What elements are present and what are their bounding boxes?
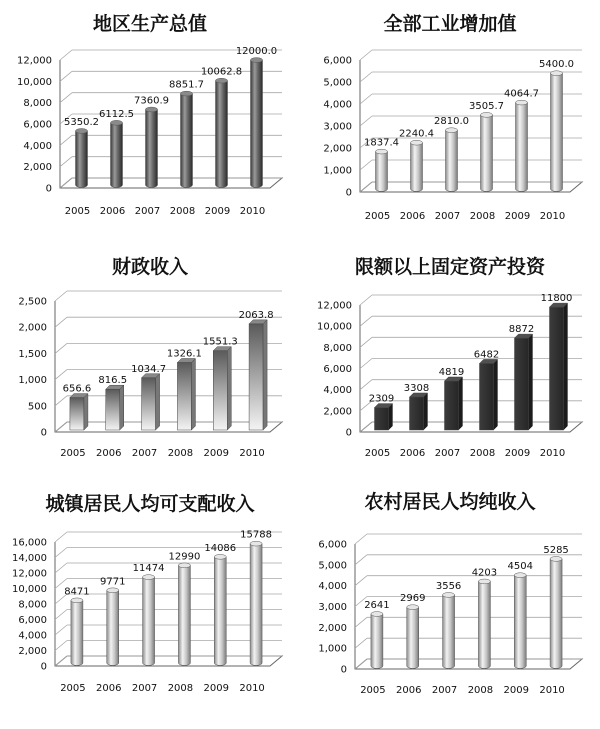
fixed-asset-investment-ytick-label: 10,000	[317, 321, 352, 333]
gdp-xtick-label: 2009	[204, 206, 231, 217]
fixed-asset-investment-bar	[550, 303, 568, 430]
industrial-value-added-ytick-label: 4,000	[323, 99, 352, 111]
chart-gdp-svg	[0, 0, 300, 243]
gdp-ytick-label: 2,000	[23, 162, 52, 174]
chart-fixed-asset-investment	[300, 243, 600, 486]
gdp-title: 地区生产总值	[92, 13, 208, 35]
urban-disposable-income-bar	[250, 541, 262, 665]
fixed-asset-investment-data-label: 8872	[508, 324, 535, 336]
gdp-bar	[251, 58, 263, 188]
fiscal-revenue-bar	[106, 385, 124, 430]
chart-rural-net-income	[300, 486, 600, 729]
urban-disposable-income-xtick-label: 2006	[96, 683, 122, 694]
fiscal-revenue-bar	[142, 374, 160, 430]
industrial-value-added-ytick-label: 3,000	[323, 121, 352, 133]
gdp-gridline-diag	[60, 50, 72, 60]
fixed-asset-investment-ytick-label: 8,000	[323, 342, 352, 354]
fiscal-revenue-gridline-diag	[55, 343, 67, 353]
rural-net-income-ytick-label: 1,000	[318, 643, 347, 655]
gdp-data-label: 8851.7	[169, 79, 204, 91]
fiscal-revenue-title: 财政收入	[111, 256, 189, 278]
fixed-asset-investment-bar	[445, 377, 463, 430]
fixed-asset-investment-xtick-label: 2007	[434, 448, 461, 459]
industrial-value-added-gridline-diag	[360, 116, 372, 126]
gdp-ytick-label: 8,000	[23, 98, 52, 110]
fiscal-revenue-data-label: 1034.7	[131, 363, 167, 375]
urban-disposable-income-gridline-diag	[55, 641, 67, 651]
urban-disposable-income-gridline-diag	[55, 532, 67, 542]
fiscal-revenue-gridline-diag	[55, 370, 67, 380]
fixed-asset-investment-ytick-label: 2,000	[323, 406, 352, 418]
fiscal-revenue-xtick-label: 2006	[96, 448, 122, 459]
gdp-xtick-label: 2007	[134, 206, 161, 217]
industrial-value-added-bar	[411, 140, 423, 191]
industrial-value-added-ytick-label: 2,000	[323, 143, 352, 155]
industrial-value-added-bar	[446, 128, 458, 192]
urban-disposable-income-gridline-diag	[55, 563, 67, 573]
rural-net-income-ytick-label: 3,000	[318, 602, 347, 613]
industrial-value-added-ytick-label: 6,000	[323, 55, 352, 67]
fixed-asset-investment-gridline-diag	[360, 337, 372, 347]
fiscal-revenue-ytick-label: 0	[40, 427, 47, 439]
fiscal-revenue-data-label: 816.5	[98, 375, 128, 387]
urban-disposable-income-gridline-diag	[55, 625, 67, 635]
rural-net-income-xtick-label: 2005	[360, 685, 386, 696]
fiscal-revenue-bar	[70, 394, 88, 430]
urban-disposable-income-gridline-diag	[55, 656, 67, 666]
industrial-value-added-xtick-label: 2008	[469, 211, 496, 222]
rural-net-income-xtick-label: 2007	[431, 685, 458, 696]
fixed-asset-investment-gridline-diag	[360, 295, 372, 305]
fiscal-revenue-xtick-label: 2010	[239, 448, 265, 459]
fiscal-revenue-gridline-diag	[55, 291, 67, 301]
chart-industrial-value-added	[300, 0, 600, 243]
urban-disposable-income-ytick-label: 6,000	[18, 615, 47, 626]
chart-fiscal-revenue-svg	[0, 243, 300, 486]
rural-net-income-data-label: 4504	[507, 561, 533, 573]
industrial-value-added-data-label: 2810.0	[434, 116, 469, 128]
urban-disposable-income-ytick-label: 0	[40, 661, 47, 673]
fixed-asset-investment-bar	[480, 359, 498, 430]
gdp-gridline-diag	[60, 178, 72, 188]
fixed-asset-investment-ytick-label: 4,000	[323, 385, 352, 397]
gdp-gridline-diag	[60, 93, 72, 103]
gdp-bar	[216, 78, 228, 187]
gdp-xtick-label: 2006	[99, 206, 126, 217]
gdp-gridline-diag	[60, 135, 72, 145]
industrial-value-added-ytick-label: 5,000	[323, 77, 352, 89]
chart-gdp	[0, 0, 300, 243]
gdp-data-label: 5350.2	[64, 116, 99, 128]
fixed-asset-investment-gridline-diag	[360, 422, 372, 432]
urban-disposable-income-xtick-label: 2005	[60, 683, 86, 694]
industrial-value-added-data-label: 1837.4	[364, 137, 399, 149]
fixed-asset-investment-gridline-diag	[360, 380, 372, 390]
fiscal-revenue-gridline-diag	[55, 396, 67, 406]
urban-disposable-income-ytick-label: 10,000	[12, 584, 47, 595]
urban-disposable-income-data-label: 9771	[100, 576, 126, 588]
gdp-data-label: 7360.9	[134, 95, 169, 107]
rural-net-income-data-label: 3556	[435, 580, 462, 592]
urban-disposable-income-bar	[71, 598, 83, 665]
fixed-asset-investment-xtick-label: 2010	[539, 448, 566, 459]
rural-net-income-gridline-diag	[355, 534, 367, 544]
urban-disposable-income-data-label: 12990	[168, 551, 201, 563]
gdp-xtick-label: 2008	[169, 206, 196, 217]
rural-net-income-data-label: 2969	[400, 593, 426, 605]
rural-net-income-gridline-diag	[355, 555, 367, 565]
fiscal-revenue-data-label: 1326.1	[166, 348, 202, 360]
fiscal-revenue-data-label: 1551.3	[202, 336, 238, 348]
rural-net-income-xtick-label: 2008	[467, 685, 494, 696]
fiscal-revenue-data-label: 656.6	[62, 383, 92, 395]
gdp-ytick-label: 4,000	[23, 140, 52, 152]
industrial-value-added-gridline-diag	[360, 94, 372, 104]
gdp-ytick-label: 6,000	[23, 119, 52, 131]
urban-disposable-income-ytick-label: 16,000	[12, 537, 47, 549]
fiscal-revenue-xtick-label: 2007	[131, 448, 158, 459]
gdp-bar	[111, 120, 123, 187]
gdp-data-label: 6112.5	[99, 108, 134, 120]
fixed-asset-investment-ytick-label: 0	[345, 427, 352, 439]
gdp-ytick-label: 0	[45, 183, 52, 195]
urban-disposable-income-bar	[107, 588, 119, 666]
rural-net-income-ytick-label: 5,000	[318, 560, 347, 572]
fixed-asset-investment-title: 限额以上固定资产投资	[354, 256, 546, 278]
industrial-value-added-title: 全部工业增加值	[383, 13, 517, 35]
industrial-value-added-xtick-label: 2006	[399, 211, 426, 222]
fixed-asset-investment-gridline-diag	[360, 316, 372, 326]
fixed-asset-investment-ytick-label: 12,000	[317, 300, 352, 312]
industrial-value-added-bar	[516, 100, 528, 191]
gdp-gridline-diag	[60, 71, 72, 81]
fixed-asset-investment-xtick-label: 2009	[504, 448, 531, 459]
rural-net-income-data-label: 5285	[543, 544, 569, 556]
fiscal-revenue-bar	[177, 359, 195, 430]
industrial-value-added-xtick-label: 2005	[364, 211, 391, 222]
chart-urban-disposable-income	[0, 486, 300, 729]
rural-net-income-gridline-diag	[355, 617, 367, 627]
gdp-xtick-label: 2010	[239, 206, 266, 217]
urban-disposable-income-gridline-diag	[55, 610, 67, 620]
urban-disposable-income-title: 城镇居民人均可支配收入	[45, 493, 255, 515]
industrial-value-added-ytick-label: 0	[345, 187, 352, 199]
industrial-value-added-data-label: 2240.4	[399, 128, 434, 140]
industrial-value-added-bar	[376, 149, 388, 191]
fiscal-revenue-xtick-label: 2009	[203, 448, 229, 459]
fiscal-revenue-bar	[249, 320, 267, 430]
fixed-asset-investment-axis	[360, 305, 582, 432]
urban-disposable-income-ytick-label: 14,000	[12, 553, 47, 564]
fixed-asset-investment-data-label: 2309	[368, 393, 395, 405]
rural-net-income-gridline-diag	[355, 638, 367, 648]
fixed-asset-investment-data-label: 11800	[540, 293, 573, 305]
urban-disposable-income-data-label: 11474	[132, 563, 165, 575]
chart-rural-net-income-svg	[300, 486, 600, 728]
industrial-value-added-axis	[360, 60, 582, 192]
rural-net-income-gridline-diag	[355, 659, 367, 669]
rural-net-income-gridline-diag	[355, 576, 367, 586]
fixed-asset-investment-bar	[410, 393, 428, 430]
gdp-data-label: 12000.0	[235, 46, 278, 57]
industrial-value-added-bar	[551, 71, 563, 192]
urban-disposable-income-xtick-label: 2007	[131, 683, 158, 694]
industrial-value-added-ytick-label: 1,000	[323, 165, 352, 177]
urban-disposable-income-xtick-label: 2009	[203, 683, 229, 694]
rural-net-income-bar	[550, 556, 562, 668]
urban-disposable-income-data-label: 15788	[240, 529, 272, 541]
industrial-value-added-data-label: 4064.7	[504, 88, 539, 100]
urban-disposable-income-bar	[178, 563, 190, 665]
fiscal-revenue-xtick-label: 2008	[167, 448, 194, 459]
fixed-asset-investment-bar	[515, 334, 533, 430]
urban-disposable-income-data-label: 14086	[204, 542, 237, 554]
urban-disposable-income-bar	[143, 575, 155, 666]
rural-net-income-ytick-label: 6,000	[318, 539, 347, 551]
industrial-value-added-xtick-label: 2007	[434, 211, 461, 222]
rural-net-income-bar	[407, 605, 419, 669]
rural-net-income-data-label: 2641	[364, 599, 390, 611]
fiscal-revenue-xtick-label: 2005	[60, 448, 86, 459]
rural-net-income-bar	[478, 579, 490, 668]
rural-net-income-title: 农村居民人均纯收入	[364, 491, 536, 513]
urban-disposable-income-gridline-diag	[55, 548, 67, 558]
fiscal-revenue-bar	[213, 347, 231, 430]
industrial-value-added-gridline-diag	[360, 72, 372, 82]
chart-urban-disposable-income-svg	[0, 486, 300, 728]
rural-net-income-data-label: 4203	[471, 567, 498, 579]
urban-disposable-income-ytick-label: 12,000	[12, 568, 47, 580]
urban-disposable-income-bar	[214, 554, 226, 665]
urban-disposable-income-ytick-label: 4,000	[18, 630, 47, 642]
gdp-data-label: 10062.8	[200, 66, 243, 78]
fixed-asset-investment-xtick-label: 2005	[364, 448, 391, 459]
chart-fiscal-revenue	[0, 243, 300, 486]
industrial-value-added-xtick-label: 2010	[539, 211, 566, 222]
industrial-value-added-xtick-label: 2009	[504, 211, 531, 222]
fiscal-revenue-ytick-label: 1,000	[18, 375, 47, 387]
fiscal-revenue-ytick-label: 1,500	[18, 348, 47, 360]
industrial-value-added-gridline-diag	[360, 160, 372, 170]
rural-net-income-xtick-label: 2009	[503, 685, 529, 696]
fiscal-revenue-ytick-label: 2,500	[18, 296, 47, 308]
chart-industrial-value-added-svg	[300, 0, 600, 243]
gdp-ytick-label: 10,000	[17, 76, 52, 88]
fixed-asset-investment-gridline-diag	[360, 359, 372, 369]
urban-disposable-income-ytick-label: 2,000	[18, 646, 47, 657]
fiscal-revenue-data-label: 2063.8	[238, 309, 274, 321]
fixed-asset-investment-data-label: 6482	[473, 349, 500, 361]
rural-net-income-bar	[514, 573, 526, 669]
industrial-value-added-data-label: 5400.0	[539, 59, 574, 71]
rural-net-income-bar	[371, 612, 383, 669]
gdp-bar	[146, 107, 158, 187]
rural-net-income-ytick-label: 4,000	[318, 581, 347, 593]
fiscal-revenue-ytick-label: 2,000	[18, 322, 47, 334]
industrial-value-added-data-label: 3505.7	[469, 100, 504, 112]
fiscal-revenue-ytick-label: 500	[27, 401, 47, 413]
industrial-value-added-bar	[481, 112, 493, 191]
fixed-asset-investment-data-label: 4819	[438, 366, 465, 378]
fixed-asset-investment-xtick-label: 2006	[399, 448, 426, 459]
chart-fixed-asset-investment-svg	[300, 243, 600, 486]
fiscal-revenue-gridline-diag	[55, 422, 67, 432]
rural-net-income-bar	[443, 593, 455, 669]
industrial-value-added-gridline-diag	[360, 50, 372, 60]
rural-net-income-xtick-label: 2010	[539, 685, 565, 696]
fixed-asset-investment-xtick-label: 2008	[469, 448, 496, 459]
rural-net-income-ytick-label: 0	[340, 664, 347, 676]
rural-net-income-ytick-label: 2,000	[318, 622, 347, 634]
industrial-value-added-gridline-diag	[360, 182, 372, 192]
fixed-asset-investment-data-label: 3308	[403, 382, 430, 394]
gdp-bar	[181, 91, 193, 187]
gdp-ytick-label: 12,000	[17, 55, 52, 67]
urban-disposable-income-ytick-label: 8,000	[18, 599, 47, 611]
gdp-gridline-diag	[60, 157, 72, 167]
gdp-xtick-label: 2005	[64, 206, 91, 217]
fixed-asset-investment-bar	[375, 404, 393, 430]
urban-disposable-income-xtick-label: 2008	[167, 683, 194, 694]
urban-disposable-income-data-label: 8471	[64, 586, 90, 598]
rural-net-income-xtick-label: 2006	[396, 685, 422, 696]
fiscal-revenue-gridline-diag	[55, 317, 67, 327]
fixed-asset-investment-ytick-label: 6,000	[323, 364, 352, 375]
urban-disposable-income-xtick-label: 2010	[239, 683, 265, 694]
gdp-bar	[76, 129, 88, 188]
